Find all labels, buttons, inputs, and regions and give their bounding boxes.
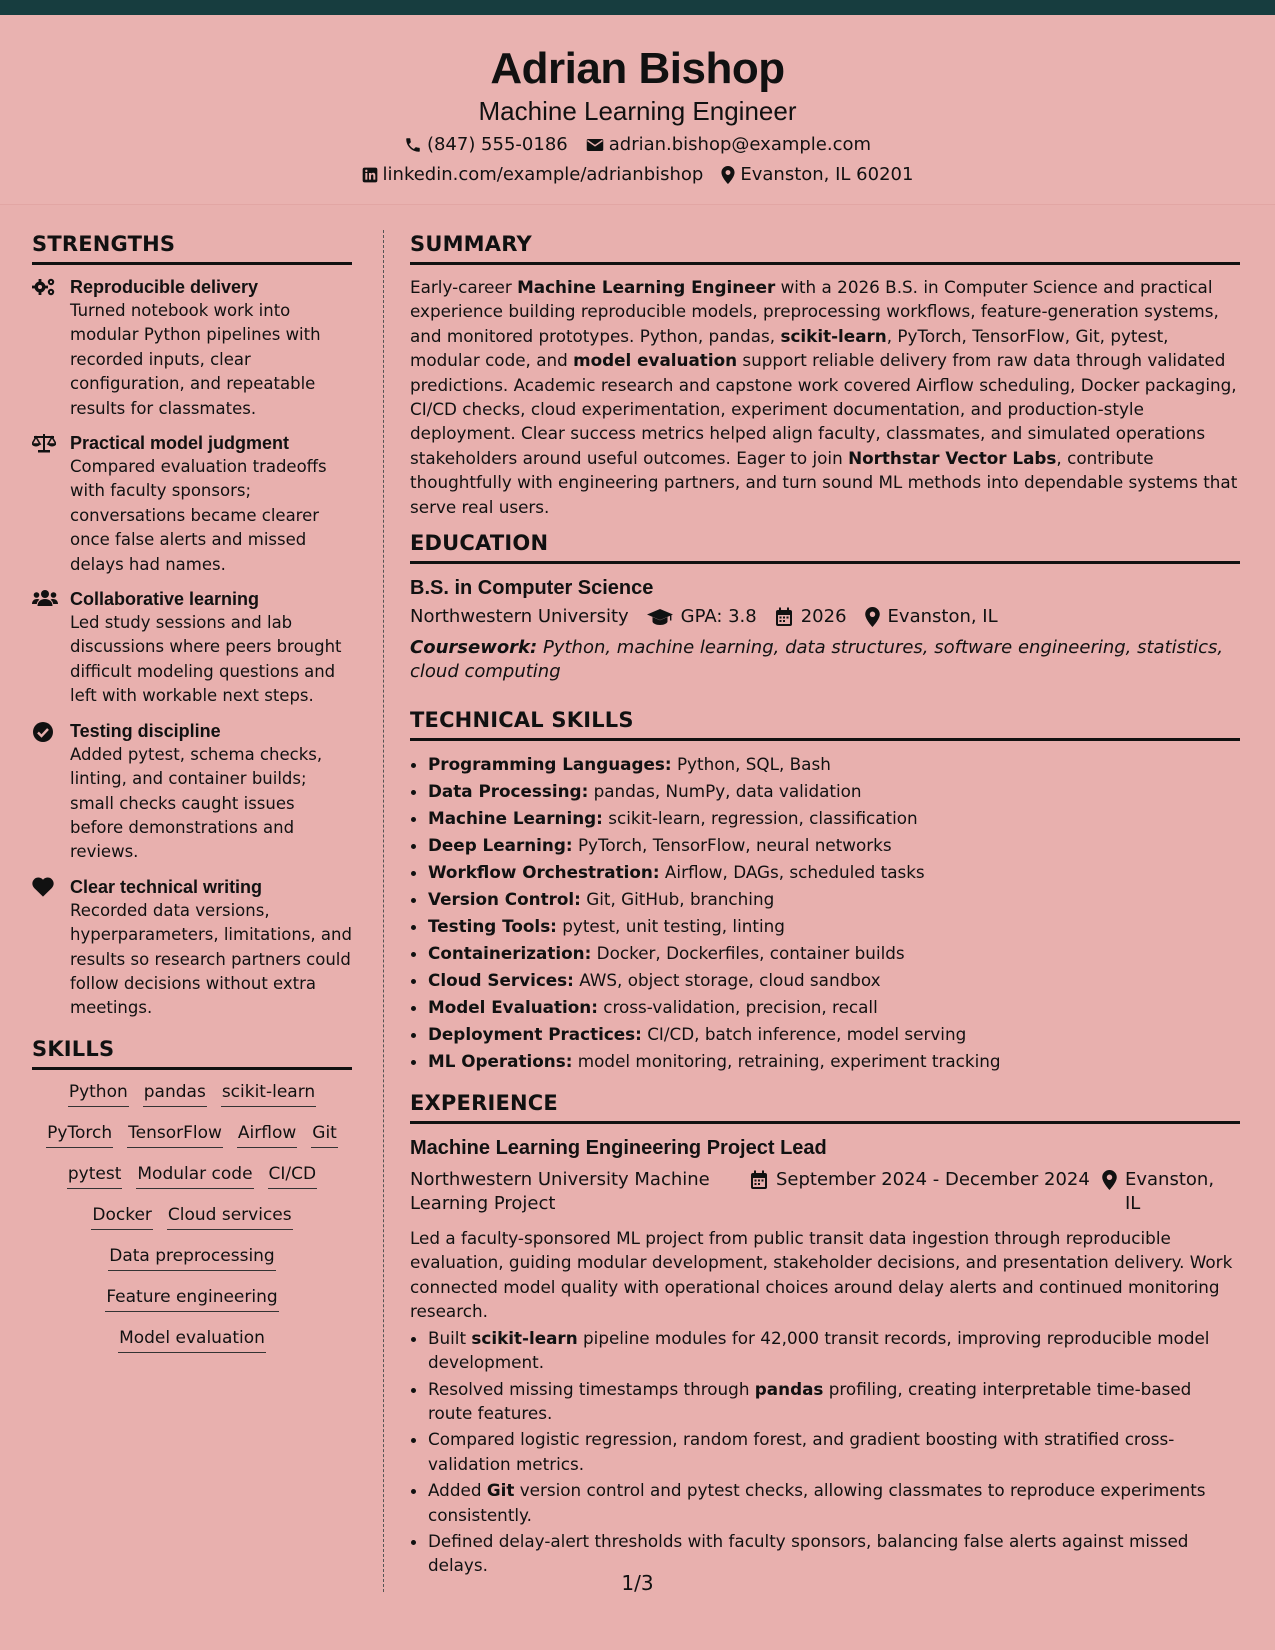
job-location xyxy=(1102,1168,1222,1216)
summary-part: support reliable delivery from raw data through validated predictions. Academic research and capstone work covered Airflow scheduling, Docker packaging, CI/CD checks, cloud experimentation, experiment documentation, and production-style deployment. Clear success metrics helped align faculty, classmates, and simulated operations stakeholders around useful outcomes. Eager to join xyxy=(410,350,1237,468)
skill-tag: CI/CD xyxy=(268,1162,318,1189)
bullet-part: Added xyxy=(428,1480,487,1501)
map-pin-icon xyxy=(721,166,735,184)
candidate-title: Machine Learning Engineer xyxy=(478,96,797,126)
linkedin-link[interactable]: linkedin.com/example/adrianbishop xyxy=(382,164,704,185)
map-pin-icon xyxy=(865,607,880,627)
list-item xyxy=(428,859,1240,886)
skill-value: AWS, object storage, cloud sandbox xyxy=(579,970,881,991)
job-description: Led a faculty-sponsored ML project from public transit data ingestion through reproducible evaluation, guiding modular development, stakeholder decisions, and presentation delivery. Work connected model quality with operational choices around delay alerts and continued monitoring research. xyxy=(410,1228,1233,1322)
summary-part: scikit-learn xyxy=(780,325,887,346)
technical-skills-heading: TECHNICAL SKILLS xyxy=(410,706,1240,741)
skill-label: Model Evaluation: xyxy=(428,997,598,1018)
skill-tag: Cloud services xyxy=(167,1203,293,1230)
job-bullets xyxy=(410,1326,1240,1578)
skill-tag: Python xyxy=(68,1080,129,1107)
coursework xyxy=(410,636,1240,684)
skill-tag: Feature engineering xyxy=(105,1285,278,1312)
skill-tag: pandas xyxy=(143,1080,207,1107)
calendar-icon xyxy=(750,1168,768,1190)
skills-tags xyxy=(32,1080,352,1353)
list-item xyxy=(428,1478,1240,1527)
location-text: Evanston, IL 60201 xyxy=(740,164,914,185)
strength-item xyxy=(32,431,352,577)
skill-value: Git, GitHub, branching xyxy=(586,889,775,910)
skill-value: pytest, unit testing, linting xyxy=(562,916,785,937)
list-item xyxy=(428,1048,1240,1075)
summary-part: with a 2026 B.S. in Computer Science and practical experience building reproducible models, preprocessing workflows, feature-generation systems, and monitored prototypes. Python, pandas, xyxy=(410,277,1219,346)
skill-label: ML Operations: xyxy=(428,1051,573,1072)
skill-label: Testing Tools: xyxy=(428,916,557,937)
job-meta xyxy=(410,1168,1240,1216)
skill-label: Machine Learning: xyxy=(428,808,603,829)
summary-part: Machine Learning Engineer xyxy=(517,277,776,297)
summary-part: , PyTorch, TensorFlow, Git, pytest, modular code, and xyxy=(410,325,1169,371)
strength-item xyxy=(32,275,352,421)
skill-label: Version Control: xyxy=(428,889,581,910)
contact-phone xyxy=(404,133,568,157)
strength-title: Collaborative learning xyxy=(70,589,260,610)
coursework-text: Python, machine learning, data structures, software engineering, statistics, cloud computing xyxy=(410,637,1224,683)
skill-tag: PyTorch xyxy=(46,1121,113,1148)
skill-value: Python, SQL, Bash xyxy=(676,754,831,775)
strength-item xyxy=(32,587,352,709)
bullet-part: profiling, creating interpretable time-based route features. xyxy=(428,1378,1192,1423)
list-item xyxy=(428,886,1240,913)
skill-label: Deployment Practices: xyxy=(428,1024,642,1045)
map-pin-icon xyxy=(1102,1168,1117,1190)
skill-tag: Docker xyxy=(91,1203,153,1230)
strength-desc: Led study sessions and lab discussions where peers brought difficult modeling questions and left with workable next steps. xyxy=(70,613,342,706)
job-dates-text: September 2024 - December 2024 xyxy=(776,1169,1090,1191)
education-heading: EDUCATION xyxy=(410,529,1240,564)
skill-value: pandas, NumPy, data validation xyxy=(593,781,862,802)
summary-part: Early-career xyxy=(410,277,518,297)
skill-value: scikit-learn, regression, classification xyxy=(608,808,918,829)
skill-tag: Model evaluation xyxy=(118,1326,266,1353)
skill-value: model monitoring, retraining, experiment tracking xyxy=(577,1051,1001,1072)
page-indicator: 1/3 xyxy=(621,1571,654,1595)
summary-heading: SUMMARY xyxy=(410,230,1240,265)
gpa-text: GPA: 3.8 xyxy=(680,606,757,628)
users-icon xyxy=(32,587,60,709)
school-location-text: Evanston, IL xyxy=(887,606,998,628)
technical-skills-list xyxy=(410,751,1240,1075)
skill-value: Docker, Dockerfiles, container builds xyxy=(596,943,905,964)
contact-row-2 xyxy=(0,163,1275,187)
job-organization: Northwestern University Machine Learning Project xyxy=(410,1169,710,1215)
list-item xyxy=(428,805,1240,832)
skill-label: Workflow Orchestration: xyxy=(428,862,660,883)
strengths-heading: STRENGTHS xyxy=(32,230,352,265)
skill-label: Programming Languages: xyxy=(428,754,672,775)
bullet-part: Resolved missing timestamps through xyxy=(428,1378,755,1399)
strength-item xyxy=(32,875,352,1021)
skills-row xyxy=(32,1080,352,1107)
education-meta xyxy=(410,602,1240,632)
phone-text: (847) 555-0186 xyxy=(426,134,568,155)
skill-label: Cloud Services: xyxy=(428,970,574,991)
graduation-cap-icon xyxy=(647,608,673,626)
bullet-part: Built xyxy=(428,1327,472,1348)
school-text: Northwestern University xyxy=(410,606,629,628)
list-item xyxy=(428,1326,1240,1375)
list-item xyxy=(428,778,1240,805)
list-item xyxy=(428,1427,1240,1476)
strength-item xyxy=(32,719,352,865)
experience-heading: EXPERIENCE xyxy=(410,1089,1240,1124)
envelope-icon xyxy=(586,137,604,153)
list-item xyxy=(428,940,1240,967)
list-item xyxy=(428,1021,1240,1048)
skills-row xyxy=(32,1285,352,1312)
bullet-part: pipeline modules for 42,000 transit records, improving reproducible model development. xyxy=(428,1327,1210,1373)
strength-title: Testing discipline xyxy=(70,720,221,741)
school-location xyxy=(865,602,998,632)
skill-label: Deep Learning: xyxy=(428,835,573,856)
bullet-part: Compared logistic regression, random forest, and gradient boosting with stratified cross-validation metrics. xyxy=(428,1429,1175,1474)
list-item xyxy=(428,751,1240,778)
skills-row xyxy=(32,1244,352,1271)
job-dates xyxy=(750,1168,1102,1216)
coursework-label: Coursework: xyxy=(410,637,538,659)
contact-row-1 xyxy=(0,133,1275,157)
skill-tag: TensorFlow xyxy=(127,1121,223,1148)
calendar-icon xyxy=(775,607,793,627)
skills-row xyxy=(32,1162,352,1189)
phone-icon xyxy=(404,136,422,154)
check-circle-icon xyxy=(32,719,60,865)
contact-email[interactable] xyxy=(586,133,871,157)
list-item xyxy=(428,913,1240,940)
strength-desc: Recorded data versions, hyperparameters, limitations, and results so research partners could follow decisions without extra meetings. xyxy=(70,900,352,1018)
bullet-part: scikit-learn xyxy=(471,1327,578,1348)
list-item xyxy=(428,832,1240,859)
bullet-part: Git xyxy=(486,1480,515,1501)
skill-value: CI/CD, batch inference, model serving xyxy=(647,1024,967,1045)
candidate-name: Adrian Bishop xyxy=(490,44,785,93)
top-accent-bar xyxy=(0,0,1275,15)
job-location-text: Evanston, IL xyxy=(1125,1169,1215,1215)
gears-icon xyxy=(32,275,60,421)
resume-header xyxy=(0,15,1275,205)
skill-tag: Modular code xyxy=(136,1162,253,1189)
skill-tag: Data preprocessing xyxy=(108,1244,275,1271)
skill-label: Data Processing: xyxy=(428,781,589,802)
skill-tag: Git xyxy=(311,1121,338,1148)
summary-part: , contribute thoughtfully with engineering partners, and turn sound ML methods into dependable systems that serve real users. xyxy=(410,447,1238,517)
strength-desc: Compared evaluation tradeoffs with faculty sponsors; conversations became clearer once false alerts and missed delays had names. xyxy=(70,457,327,574)
skill-value: PyTorch, TensorFlow, neural networks xyxy=(577,835,892,856)
job-title: Machine Learning Engineering Project Lead xyxy=(410,1137,827,1160)
degree-title: B.S. in Computer Science xyxy=(410,577,654,600)
skill-tag: pytest xyxy=(67,1162,123,1189)
strength-title: Practical model judgment xyxy=(70,433,290,454)
strength-title: Reproducible delivery xyxy=(70,277,259,297)
graduation-year xyxy=(775,602,847,632)
gpa xyxy=(647,602,757,632)
list-item xyxy=(428,967,1240,994)
skill-tag: Airflow xyxy=(237,1121,297,1148)
strength-desc: Turned notebook work into modular Python pipelines with recorded inputs, clear configuration, and repeatable results for classmates. xyxy=(70,301,321,418)
summary-text xyxy=(410,275,1240,519)
skills-heading: SKILLS xyxy=(32,1035,352,1070)
skills-row xyxy=(32,1326,352,1353)
bullet-part: Defined delay-alert thresholds with faculty sponsors, balancing false alerts against missed delays. xyxy=(428,1530,1189,1576)
contact-linkedin[interactable] xyxy=(362,163,704,187)
contact-location xyxy=(721,163,913,187)
strength-desc: Added pytest, schema checks, linting, and container builds; small checks caught issues before demonstrations and reviews. xyxy=(70,744,323,862)
skill-label: Containerization: xyxy=(428,943,592,964)
skills-row xyxy=(32,1121,352,1148)
linkedin-icon xyxy=(362,167,378,183)
summary-part: model evaluation xyxy=(573,350,738,371)
skill-tag: scikit-learn xyxy=(221,1080,316,1107)
skill-value: cross-validation, precision, recall xyxy=(603,997,878,1018)
heart-icon xyxy=(32,875,60,1021)
bullet-part: pandas xyxy=(754,1378,824,1399)
left-column xyxy=(32,230,352,1367)
list-item xyxy=(428,1377,1240,1426)
strength-title: Clear technical writing xyxy=(70,876,263,897)
school-name xyxy=(410,602,629,632)
bullet-part: version control and pytest checks, allowing classmates to reproduce experiments consistently. xyxy=(428,1480,1206,1525)
right-column xyxy=(410,230,1240,1580)
skill-value: Airflow, DAGs, scheduled tasks xyxy=(664,862,925,883)
year-text: 2026 xyxy=(800,606,847,628)
email-link[interactable]: adrian.bishop@example.com xyxy=(608,134,872,155)
list-item xyxy=(428,994,1240,1021)
column-divider xyxy=(383,230,384,1592)
summary-part: Northstar Vector Labs xyxy=(848,447,1057,468)
scale-icon xyxy=(32,431,60,577)
skills-row xyxy=(32,1203,352,1230)
